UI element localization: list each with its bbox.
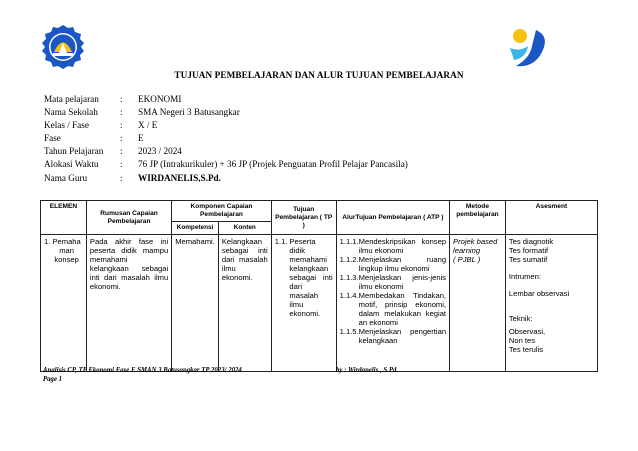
header-kompetensi: Kompetensi [172, 222, 219, 235]
info-row-school [44, 106, 408, 119]
info-label: Kelas / Fase [44, 120, 89, 131]
info-row-time [44, 158, 408, 171]
info-value: WIRDANELIS,S.Pd. [138, 172, 221, 183]
header-alur: AlurTujuan Pembelajaran ( ATP ) [336, 201, 449, 235]
info-value: E [138, 133, 144, 144]
footer-analysis: Analisis CP, TP Ekonomi Fase E SMAN 3 Batusangkar TP 2023/ 2024 [43, 367, 242, 374]
alur-number: 1.1.1. [339, 237, 359, 246]
info-label: Nama Sekolah [44, 107, 98, 118]
cell-tujuan [271, 235, 336, 372]
info-label: Alokasi Waktu [44, 159, 99, 170]
list-item [340, 273, 446, 291]
header-metode: Metode pembelajaran [450, 201, 506, 235]
alur-text: Membedakan Tindakan, motif, prinsip ekonomi, dalam melakukan kegiat an ekonomi [358, 291, 447, 327]
metode-line: ( PJBL ) [453, 255, 481, 264]
tut-wuri-handayani-logo [40, 24, 86, 70]
cell-asesmen [505, 235, 597, 372]
table-row [41, 235, 598, 372]
info-value: 76 JP (Intrakurikuler) + 36 JP (Projek Penguatan Profil Pelajar Pancasila) [138, 159, 408, 170]
info-label: Nama Guru [44, 172, 88, 183]
elemen-number: 1. [44, 237, 51, 246]
cell-elemen [41, 235, 87, 372]
info-colon: : [120, 146, 123, 157]
elemen-text: Pemaha man konsep [52, 237, 81, 264]
alur-number: 1.1.2. [339, 255, 359, 264]
list-item [340, 255, 446, 273]
asesmen-line: Tes sumatif [508, 255, 548, 264]
asesmen-line: Teknik: [508, 314, 533, 323]
document-title: TUJUAN PEMBELAJARAN DAN ALUR TUJUAN PEMBELAJARAN [174, 70, 464, 80]
alur-text: Menjelaskan ruang lingkup ilmu ekonomi [358, 255, 447, 273]
alur-number: 1.1.4. [339, 291, 359, 300]
list-item [340, 327, 446, 345]
asesmen-line: Non tes [508, 336, 536, 345]
footer-page: Page 1 [43, 376, 63, 383]
alur-number: 1.1.5. [339, 327, 359, 336]
info-label: Mata pelajaran [44, 94, 99, 104]
cell-metode [450, 235, 506, 372]
info-colon: : [120, 172, 123, 183]
asesmen-line: Tes diagnotik [508, 237, 554, 246]
tujuan-number: 1.1. [274, 237, 288, 246]
cell-konten: Kelangkaan sebagai inti dari masalah ilmu ekonomi. [218, 235, 271, 372]
list-item [340, 291, 446, 327]
asesmen-line: Intrumen: [508, 272, 541, 281]
info-label: Fase [44, 133, 61, 144]
asesmen-line: Tes formatif [508, 246, 549, 255]
cell-rumusan: Pada akhir fase ini peserta didik mampu memahami kelangkaan sebagai inti dari masalah ilmu ekonomi. [86, 235, 171, 372]
info-row-class [44, 119, 408, 132]
info-value: SMA Negeri 3 Batusangkar [138, 107, 240, 118]
info-block [44, 93, 408, 185]
info-value: X / E [138, 120, 158, 131]
alur-text: Mendeskripsikan konsep ilmu ekonomi [358, 237, 447, 255]
info-value: 2023 / 2024 [138, 146, 182, 157]
info-value: EKONOMI [138, 94, 182, 104]
header-rumusan: Rumusan Capaian Pembelajaran [86, 201, 171, 235]
table-header-row [41, 201, 598, 222]
asesmen-line: Tes terulis [508, 345, 544, 354]
alur-number: 1.1.3. [339, 273, 359, 282]
alur-text: Menjelaskan jenis-jenis ilmu ekonomi [358, 273, 447, 291]
info-colon: : [120, 159, 123, 170]
asesmen-line: Lembar observasi [508, 289, 570, 298]
tujuan-text: Peserta didik memahami kelangkaan sebagai inti dari masalah ilmu ekonomi. [289, 237, 333, 318]
header-tujuan: Tujuan Pembelajaran ( TP ) [271, 201, 336, 235]
metode-line: Projek based learning [453, 237, 498, 255]
info-colon: : [120, 94, 123, 104]
cell-alur [336, 235, 449, 372]
info-row-teacher [44, 172, 408, 185]
info-colon: : [120, 120, 123, 131]
list-item [340, 237, 446, 255]
header-konten: Konten [218, 222, 271, 235]
header-asesmen: Asesment [505, 201, 597, 235]
learning-objectives-table [40, 200, 598, 372]
header-elemen: ELEMEN [41, 201, 87, 235]
footer-author: by : Wirdanelis , S.Pd. [336, 367, 399, 374]
info-row-year [44, 145, 408, 158]
info-label: Tahun Pelajaran [44, 146, 104, 157]
info-colon: : [120, 107, 123, 118]
info-row-subject [44, 93, 408, 106]
info-colon: : [120, 133, 123, 144]
header-komponen: Komponen Capaian Pembelajaran [172, 201, 272, 222]
cell-kompetensi: Memahami. [172, 235, 219, 372]
alur-text: Menjelaskan pengertian kelangkaan [358, 327, 447, 345]
info-row-phase [44, 132, 408, 145]
kurikulum-merdeka-logo [506, 26, 552, 74]
asesmen-line: Observasi, [508, 327, 546, 336]
